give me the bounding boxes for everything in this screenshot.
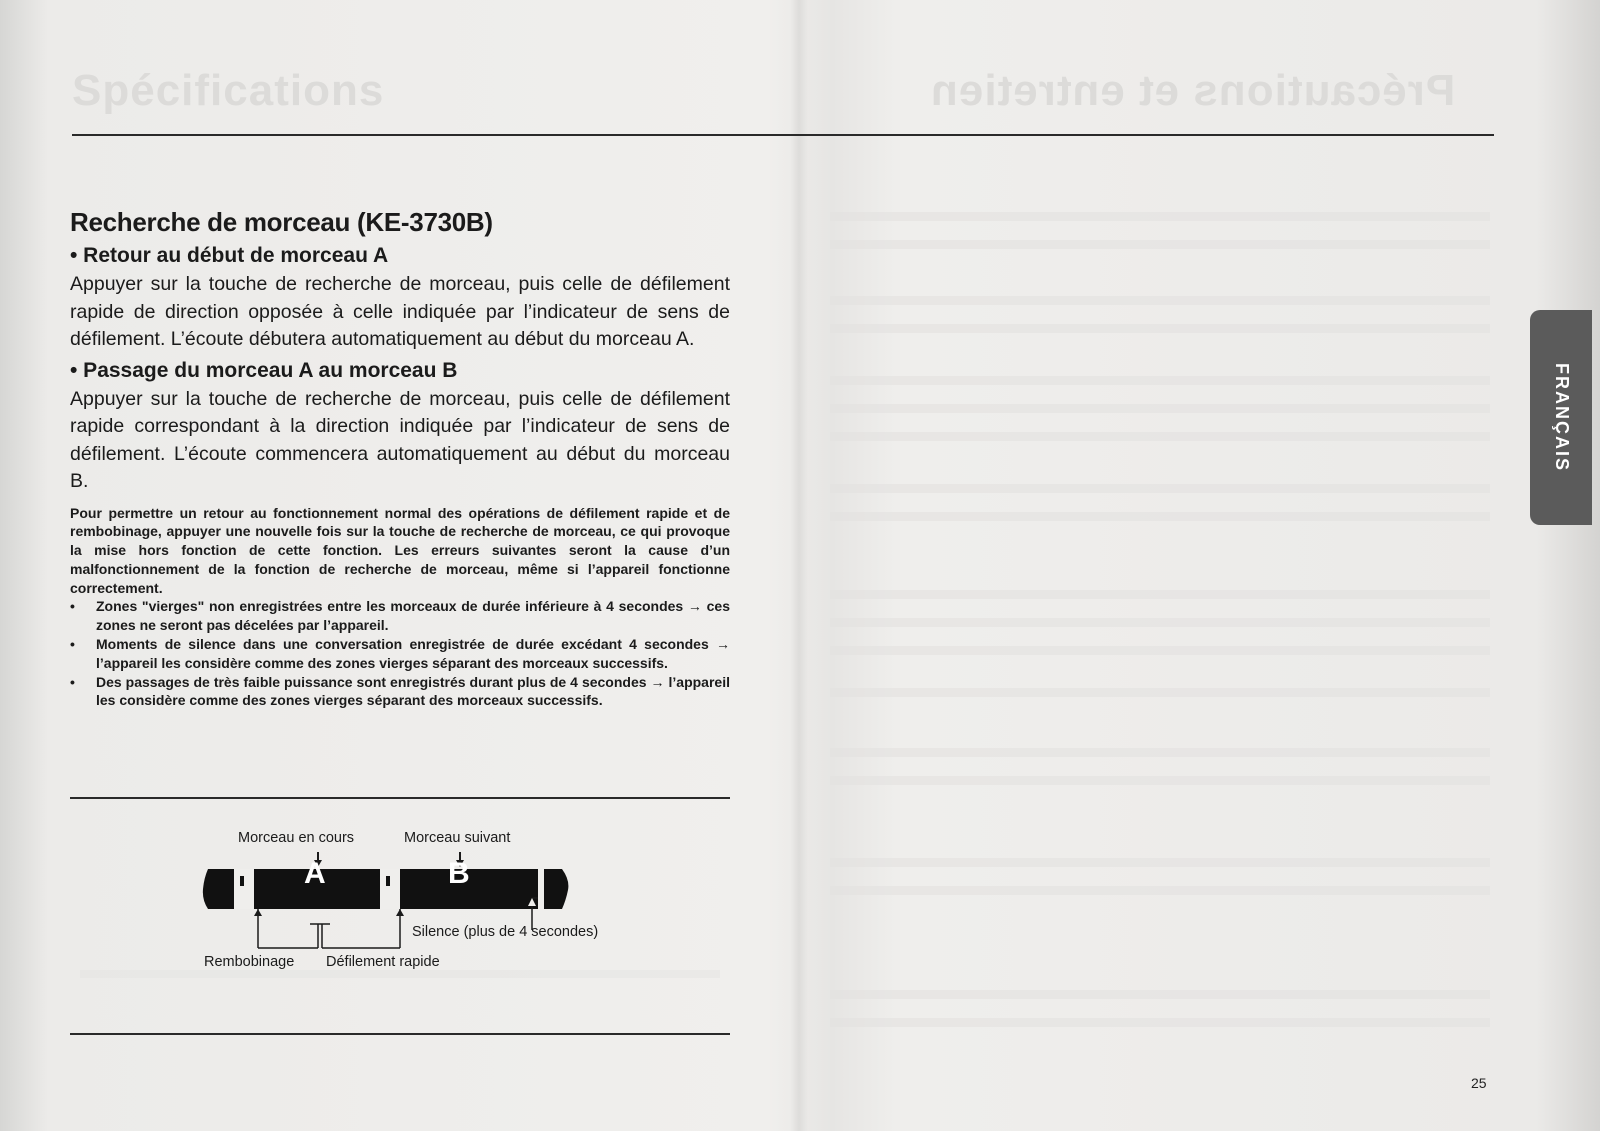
label-fast-forward: Défilement rapide [326, 954, 440, 970]
show-through-line [830, 404, 1490, 413]
page-number: 25 [1471, 1075, 1487, 1091]
error-list [70, 597, 730, 710]
show-through-line [830, 296, 1490, 305]
show-through-heading-left: Spécifications [72, 66, 385, 115]
blank-gap [234, 869, 254, 909]
show-through-line [830, 776, 1490, 785]
show-through-line [830, 646, 1490, 655]
label-next-track: Morceau suivant [404, 830, 511, 846]
language-tab-label: FRANÇAIS [1551, 363, 1572, 472]
show-through-line [830, 1018, 1490, 1027]
show-through-line [830, 748, 1490, 757]
divider-rule [70, 797, 730, 799]
list-item: • Zones "vierges" non enregistrées entre les morceaux de durée inférieure à 4 secondes → ces zones ne seront pas décelées par l’appareil. [70, 597, 730, 635]
show-through-line [830, 512, 1490, 521]
label-current-track: Morceau en cours [238, 830, 355, 846]
show-through-line [830, 324, 1490, 333]
track-a-label: A [304, 857, 326, 890]
note-paragraph: Pour permettre un retour au fonctionnement normal des opérations de défilement rapide et de rembobinage, appuyer une nouvelle fois sur la touche de recherche de morceau, ce qui provoque la mise hors fonction de cette fonction. Les erreurs suivantes seront la cause d’un malfonctionnement de la fonction de recherche de morceau, même si l’appareil fonctionne correctement. [70, 504, 730, 596]
subsection-text: Appuyer sur la touche de recherche de morceau, puis celle de défilement rapide correspondant à la direction indiquée par l’indicateur de sens de défilement. L’écoute commencera automatiquement au début du morceau B. [70, 387, 730, 492]
blank-gap [380, 869, 400, 909]
show-through-line [830, 886, 1490, 895]
page-fold [790, 0, 808, 1131]
tape-diagram [200, 830, 650, 1000]
show-through-line [830, 212, 1490, 221]
tape-illustration [200, 830, 650, 1000]
section-title: Recherche de morceau (KE-3730B) [70, 207, 493, 237]
show-through-heading-right: Précautions et entretien [930, 66, 1456, 115]
show-through-line [830, 240, 1490, 249]
list-item: • Moments de silence dans une conversation enregistrée de durée excédant 4 secondes → l’appareil les considère comme des zones vierges séparant des morceaux successifs. [70, 635, 730, 673]
show-through-line [830, 858, 1490, 867]
show-through-line [830, 376, 1490, 385]
subsection-heading: • Retour au début de morceau A [70, 244, 389, 267]
list-item: • Des passages de très faible puissance sont enregistrés durant plus de 4 secondes → l’appareil les considère comme des zones vierges séparant des morceaux successifs. [70, 673, 730, 711]
language-tab [1530, 310, 1592, 525]
show-through-line [830, 590, 1490, 599]
subsection-heading: • Passage du morceau A au morceau B [70, 358, 458, 382]
content-column [70, 205, 730, 710]
bottom-rule [70, 1033, 730, 1035]
show-through-line [830, 618, 1490, 627]
track-b-label: B [448, 857, 470, 890]
show-through-line [830, 990, 1490, 999]
blank-gap [538, 869, 544, 909]
arrow-icon [396, 909, 404, 916]
label-silence: Silence (plus de 4 secondes) [412, 924, 599, 940]
label-rewind: Rembobinage [204, 954, 295, 970]
header-rule [72, 134, 1494, 136]
show-through-line [830, 484, 1490, 493]
arrow-icon [254, 909, 262, 916]
tape-mark [240, 876, 244, 886]
show-through-line [830, 432, 1490, 441]
show-through-line [830, 688, 1490, 697]
tape-mark [386, 876, 390, 886]
subsection-text: Appuyer sur la touche de recherche de morceau, puis celle de défilement rapide de direction opposée à celle indiquée par l’indicateur de sens de défilement. L’écoute débutera automatiquement au début du morceau A. [70, 273, 730, 350]
